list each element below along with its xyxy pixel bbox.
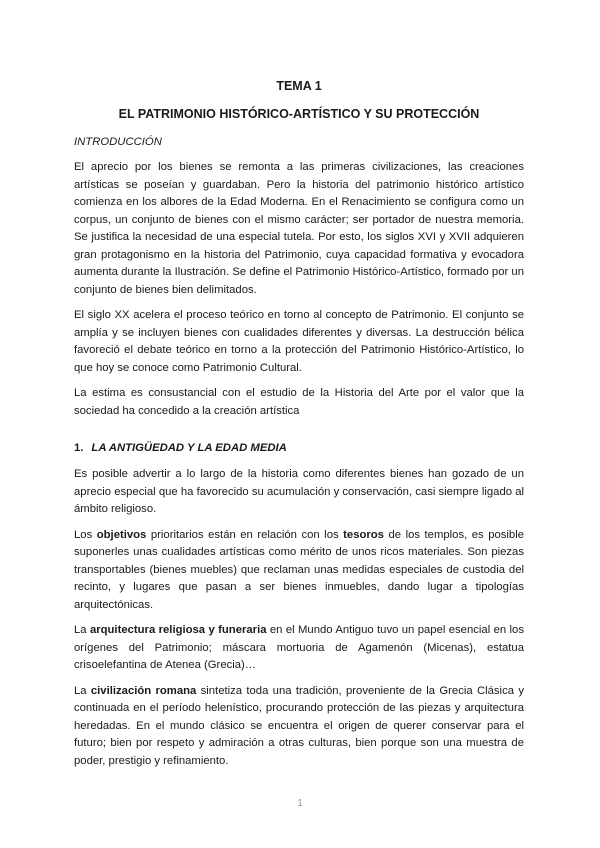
page-content [74, 78, 524, 778]
text-run: prioritarios están en relación con los [146, 528, 344, 541]
section-1-paragraph-4 [74, 683, 524, 771]
text-run: La [74, 624, 90, 636]
intro-heading: INTRODUCCIÓN [74, 136, 162, 148]
section-1-paragraph-2 [74, 527, 524, 615]
intro-paragraph-3: La estima es consustancial con el estudio de la Historia del Arte por el valor que la sociedad ha concedido a la creación artística [74, 387, 524, 417]
section-1-paragraph-3 [74, 622, 524, 675]
text-run: Los [74, 528, 97, 541]
text-run: sintetiza toda una tradición, proveniente de la Grecia Clásica y continuada en el período helenístico, procurando protección de las piezas y arquitectura heredadas. En el mundo clásico se encuentra el origen de querer conservar para el futuro; bien por respeto y admiración a otras culturas, bien porque son una muestra de poder, prestigio y refinamiento. [74, 684, 524, 767]
section-1-number: 1. [74, 442, 84, 454]
text-run: de los templos, es posible suponerles unas cualidades artísticas como mérito de unos ricos materiales. Son piezas transportables (bienes muebles) que reclaman unas medidas especiales de custodia del recinto, y lugares que pasan a ser bienes inmuebles, dando lugar a tipologías arquitectónicas. [74, 528, 525, 611]
section-1-title: LA ANTIGÜEDAD Y LA EDAD MEDIA [91, 442, 287, 454]
bold-civilizacion-romana: civilización romana [90, 684, 197, 697]
document-title: TEMA 1 [276, 79, 322, 93]
text-run: La [74, 684, 91, 697]
intro-paragraph-2: El siglo XX acelera el proceso teórico en torno al concepto de Patrimonio. El conjunto se amplía y se incluyen bienes con cualidades diferentes y diversas. La destrucción bélica favoreció el debate teórico en torno a la protección del Patrimonio Histórico-Artístico, lo que hoy se conoce como Patrimonio Cultural. [74, 309, 524, 374]
bold-tesoros: tesoros [343, 528, 384, 541]
text-run: en el Mundo Antiguo tuvo un papel esencial en los orígenes del Patrimonio; máscara mortuoria de Agamenón (Micenas), estatua crisoelefantina de Atenea (Grecia)… [74, 624, 524, 671]
intro-paragraph-1: El aprecio por los bienes se remonta a las primeras civilizaciones, las creaciones artísticas se poseían y guardaban. Pero la historia del patrimonio histórico artístico comienza en los albores de la Edad Moderna. En el Renacimiento se configura como un corpus, un conjunto de bienes con el mismo carácter; ser portador de nuestra memoria. Se justifica la necesidad de una especial tutela. Por esto, los siglos XVI y XVII adquieren gran protagonismo en la historia del Patrimonio, cuya capacidad formativa y evocadora aumenta durante la Ilustración. Se define el Patrimonio Histórico-Artístico, formado por un conjunto de bienes bien delimitados. [74, 161, 524, 296]
bold-arquitectura: arquitectura religiosa y funeraria [89, 624, 267, 636]
section-1-paragraph-1: Es posible advertir a lo largo de la historia como diferentes bienes han gozado de un aprecio especial que ha favorecido su acumulación y conservación, casi siempre ligado al ámbito religioso. [74, 468, 524, 515]
page-number: 1 [297, 798, 303, 809]
section-1-heading [74, 440, 524, 456]
bold-objetivos: objetivos [96, 528, 147, 541]
document-subtitle: EL PATRIMONIO HISTÓRICO-ARTÍSTICO Y SU PROTECCIÓN [118, 107, 480, 121]
